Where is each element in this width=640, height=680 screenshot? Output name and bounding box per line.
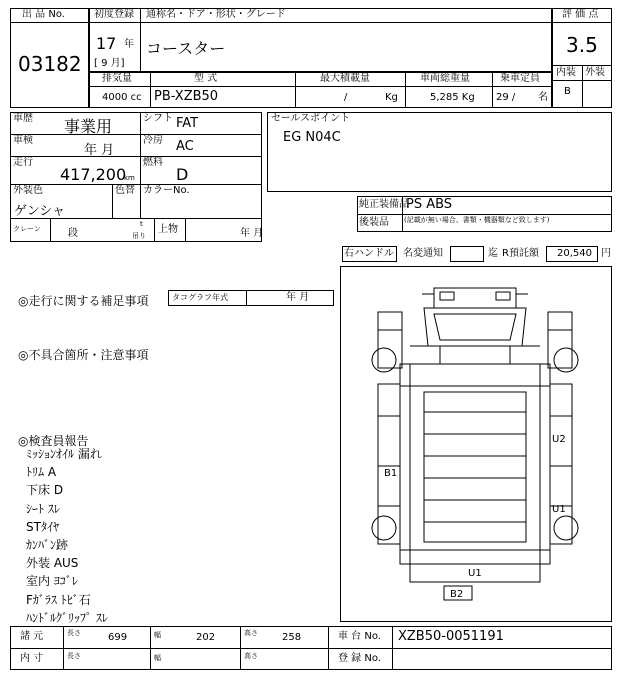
rating-label: 評 価 点 xyxy=(562,9,599,20)
mileage-label: 走行 xyxy=(13,157,33,168)
tacho: 年 月 xyxy=(286,292,310,303)
mileage-unit: km xyxy=(124,174,135,182)
length-label: 長さ xyxy=(67,629,81,637)
tacho-label: タコグラフ年式 xyxy=(172,293,228,302)
crane-stage: 段 xyxy=(68,228,78,239)
recycle: 20,540 xyxy=(557,248,592,259)
inspection-label: 車検 xyxy=(13,135,33,146)
capacity: 29 / xyxy=(496,92,516,103)
aftermarket-label: 後装品 xyxy=(359,217,389,228)
aftermarket-note: (記載が無い場合、書類・機器類など致します) xyxy=(404,216,550,224)
inspector-report-line: 外装 AUS xyxy=(26,556,79,571)
lot-no: 03182 xyxy=(18,52,82,76)
inspector-report-line: STﾀｲﾔ xyxy=(26,519,59,534)
height-label: 高さ xyxy=(244,629,258,637)
inspector-heading: ◎検査員報告 xyxy=(18,434,89,448)
inspector-report-line: Fｶﾞﾗｽ ﾄﾋﾞ石 xyxy=(26,592,91,607)
color-code-label: カラーNo. xyxy=(143,185,190,196)
model-name: コースター xyxy=(146,39,226,58)
model-code-label: 型 式 xyxy=(194,73,218,84)
defects-heading: ◎不具合箇所・注意事項 xyxy=(18,348,149,362)
shift: FAT xyxy=(176,116,199,131)
chassis-label: 車 台 No. xyxy=(338,631,381,642)
genuine: PS ABS xyxy=(406,197,453,212)
fuel-label: 燃料 xyxy=(143,157,163,168)
supplementary-heading: ◎走行に関する補足事項 xyxy=(18,294,149,308)
diagram-label-u2: U2 xyxy=(552,434,566,445)
inspector-report-line: 室内 ﾖｺﾞﾚ xyxy=(26,574,78,589)
model-label: 通称名・ドア・形状・グレード xyxy=(146,9,286,20)
max-load: / xyxy=(344,92,348,103)
diagram-label-b2: B2 xyxy=(450,589,464,600)
reg-year: 17 xyxy=(96,34,117,53)
length: 699 xyxy=(108,632,128,643)
details-box xyxy=(10,112,262,242)
gross-weight: 5,285 Kg xyxy=(430,92,475,103)
max-load-unit: Kg xyxy=(385,92,398,103)
history: 事業用 xyxy=(64,117,113,136)
capacity-label: 乗車定員 xyxy=(500,73,540,84)
ac: AC xyxy=(176,139,194,154)
fuel: D xyxy=(176,165,189,184)
lot-no-label: 出 品 No. xyxy=(22,9,65,20)
name-change-box xyxy=(450,246,484,262)
history-label: 車歴 xyxy=(13,113,33,124)
width: 202 xyxy=(196,632,216,643)
gross-weight-label: 車両総重量 xyxy=(420,73,470,84)
diagram-label-u1-right: U1 xyxy=(552,504,566,515)
height: 258 xyxy=(282,632,302,643)
mileage: 417,200 xyxy=(60,165,127,184)
recycle-unit: 円 xyxy=(601,248,611,259)
rating-value: 3.5 xyxy=(566,33,598,57)
interior-dims-label: 内 寸 xyxy=(20,653,44,664)
color: ゲンシャ xyxy=(14,204,66,219)
inspector-report-line: 下床 D xyxy=(26,483,64,498)
diagram-label-u1-bottom: U1 xyxy=(468,568,482,579)
max-load-label: 最大積載量 xyxy=(320,73,370,84)
ac-label: 冷房 xyxy=(143,135,163,146)
chassis: XZB50-0051191 xyxy=(398,629,504,644)
width-label-2: 幅 xyxy=(154,654,161,662)
shift-label: シフト xyxy=(143,113,173,124)
reg-month: [ 9 月] xyxy=(94,58,125,69)
model-code: PB-XZB50 xyxy=(154,89,219,104)
inspector-report-line: ｶﾝﾊﾞﾝ跡 xyxy=(26,538,69,552)
dims-label: 諸 元 xyxy=(20,631,44,642)
upper-label: 上物 xyxy=(158,224,178,235)
reg-no-label: 登 録 No. xyxy=(338,653,381,664)
width-label: 幅 xyxy=(154,631,161,639)
valid-until: 迄 xyxy=(488,248,498,259)
inspector-report-line: ｼｰﾄ ｽﾚ xyxy=(26,501,60,516)
crane-t: t xyxy=(140,220,143,228)
exterior-label: 外装 xyxy=(585,67,605,78)
recycle-label: R預託額 xyxy=(502,248,539,259)
color-label: 外装色 xyxy=(13,185,43,196)
diagram-label-b1: B1 xyxy=(384,468,398,479)
genuine-label: 純正装備品 xyxy=(359,199,409,210)
sales-point: EG N04C xyxy=(283,130,341,145)
first-reg-label: 初度登録 xyxy=(94,9,134,20)
color-no-label: 色替 xyxy=(115,185,135,196)
inspector-report-line: ﾄﾘﾑ A xyxy=(26,465,57,480)
height-label-2: 高さ xyxy=(244,652,258,660)
displacement: 4000 cc xyxy=(102,92,142,103)
crane-label: クレーン xyxy=(13,225,41,233)
upper: 年 月 xyxy=(240,228,264,239)
displacement-label: 排気量 xyxy=(102,73,132,84)
interior-grade: B xyxy=(564,86,571,97)
sales-point-label: セールスポイント xyxy=(271,113,351,124)
reg-year-unit: 年 xyxy=(124,39,134,50)
inspector-report-line: ﾊﾝﾄﾞﾙｸﾞﾘｯﾌﾟ ｽﾚ xyxy=(26,610,108,625)
length-label-2: 長さ xyxy=(67,652,81,660)
name-change: 名変通知 xyxy=(403,248,443,259)
inspection: 年 月 xyxy=(84,143,115,158)
crane-hang: 吊り xyxy=(132,232,146,240)
inspector-report-line: ﾐｯｼｮﾝｵｲﾙ 漏れ xyxy=(26,447,102,461)
interior-label: 内装 xyxy=(556,67,576,78)
capacity-unit: 名 xyxy=(538,92,548,103)
rhd: 右ハンドル xyxy=(344,248,394,259)
bus-diagram xyxy=(340,266,612,622)
